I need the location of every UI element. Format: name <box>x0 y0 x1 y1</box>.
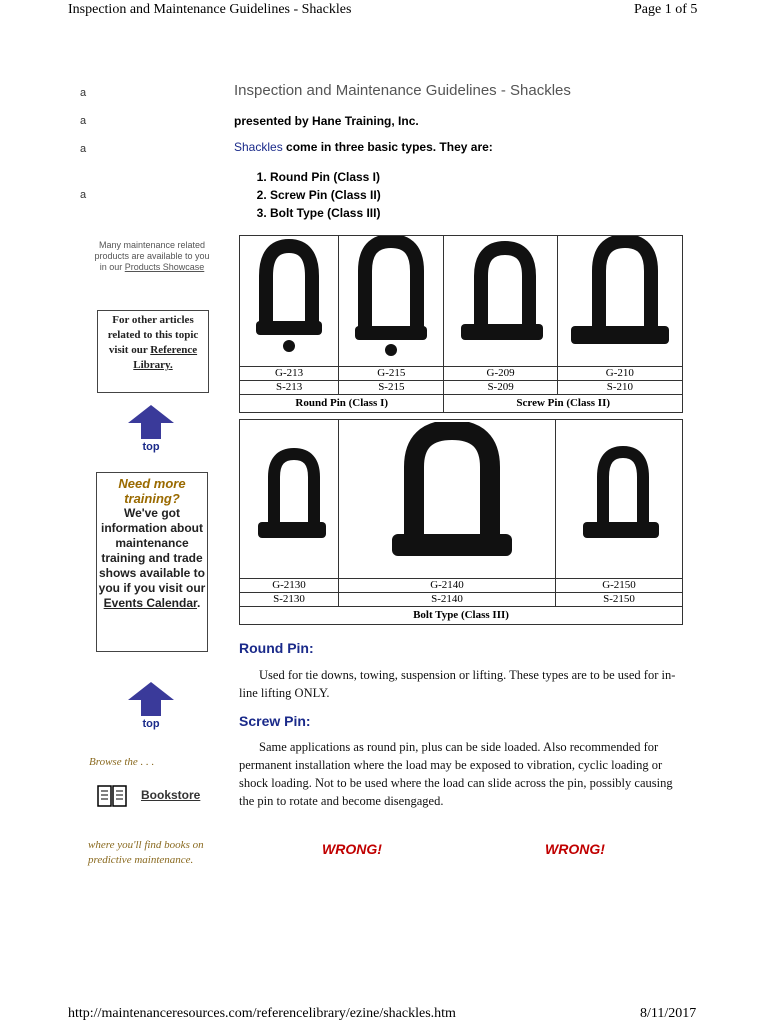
part-g-2140: G-2140 <box>339 579 556 593</box>
presented-by: presented by Hane Training, Inc. <box>234 114 419 128</box>
part-g-210: G-210 <box>557 367 682 381</box>
products-note-text: Many maintenance related products are available to you in our <box>94 240 210 272</box>
part-s-210: S-210 <box>557 381 682 395</box>
page-number: Page 1 of 5 <box>634 2 698 17</box>
shackle-table-class-3 <box>239 419 683 625</box>
book-icon[interactable] <box>96 782 128 810</box>
bullet-marker: a <box>80 189 87 201</box>
list-item: 1. Round Pin (Class I) <box>270 168 381 186</box>
shackle-image <box>559 422 679 572</box>
training-box-content <box>97 473 207 611</box>
shackle-image-cell <box>556 420 683 579</box>
shackle-image-cell <box>557 236 682 367</box>
bookstore-link[interactable]: Bookstore <box>141 788 201 802</box>
types-list <box>270 168 381 222</box>
training-heading: Need more training? <box>118 476 186 506</box>
article-title: Inspection and Maintenance Guidelines - Shackles <box>234 82 571 99</box>
reference-box <box>97 310 209 393</box>
class-label-round-pin: Round Pin (Class I) <box>240 395 444 413</box>
shackle-image <box>449 236 553 362</box>
shackle-image <box>343 236 439 362</box>
class-label-bolt-type: Bolt Type (Class III) <box>240 607 683 625</box>
shackle-image-cell <box>339 420 556 579</box>
training-body: We've got information about maintenance training and trade shows available to you if you visit our <box>98 506 206 595</box>
up-arrow-icon[interactable] <box>128 682 174 716</box>
bullet-marker: a <box>80 87 87 99</box>
products-showcase-link[interactable]: Products Showcase <box>124 262 205 272</box>
top-link[interactable]: top <box>142 718 160 730</box>
part-g-215: G-215 <box>339 367 444 381</box>
footer-date: 8/11/2017 <box>640 1006 697 1021</box>
round-pin-heading: Round Pin: <box>239 640 314 656</box>
part-s-213: S-213 <box>240 381 339 395</box>
shackle-image <box>342 422 552 572</box>
events-calendar-link[interactable]: Events Calendar <box>103 596 198 610</box>
up-arrow-icon[interactable] <box>128 405 174 439</box>
wrong-label: WRONG! <box>322 841 382 857</box>
products-note <box>90 240 214 273</box>
footer-url: http://maintenanceresources.com/referencelibrary/ezine/shackles.htm <box>68 1006 456 1021</box>
shackle-image-cell <box>240 236 339 367</box>
list-item: 2. Screw Pin (Class II) <box>270 186 381 204</box>
shackle-table-class-1-2 <box>239 235 683 413</box>
part-s-2150: S-2150 <box>556 593 683 607</box>
training-box <box>96 472 208 652</box>
shackle-image-cell <box>339 236 444 367</box>
training-dot: . <box>197 596 201 610</box>
reference-box-text <box>98 311 208 373</box>
intro-line <box>234 140 493 154</box>
part-g-2150: G-2150 <box>556 579 683 593</box>
bullet-marker: a <box>80 143 87 155</box>
page-header-title: Inspection and Maintenance Guidelines - Shackles <box>68 2 352 17</box>
screw-pin-text: Same applications as round pin, plus can be side loaded. Also recommended for permanent installation where the load may be exposed to vibration, cyclic loading or shock loading. Not to be used where the load can slide across the pin, possibly causing the pin to rotate and become disengaged. <box>239 740 673 808</box>
shackle-image <box>244 236 334 362</box>
part-g-213: G-213 <box>240 367 339 381</box>
shackle-image <box>244 422 334 572</box>
round-pin-text: Used for tie downs, towing, suspension or lifting. These types are to be used for in-line lifting ONLY. <box>239 668 676 700</box>
class-label-screw-pin: Screw Pin (Class II) <box>444 395 683 413</box>
part-g-209: G-209 <box>444 367 557 381</box>
shackles-link[interactable]: Shackles <box>234 140 283 154</box>
shackle-image-cell <box>240 420 339 579</box>
articles-text: For other articles related to this topic visit our <box>107 314 199 356</box>
shackle-image <box>561 236 679 362</box>
list-item: 3. Bolt Type (Class III) <box>270 204 381 222</box>
intro-text: come in three basic types. They are: <box>282 140 493 154</box>
part-s-2130: S-2130 <box>240 593 339 607</box>
part-s-215: S-215 <box>339 381 444 395</box>
bullet-marker: a <box>80 115 87 127</box>
screw-pin-heading: Screw Pin: <box>239 713 311 729</box>
part-g-2130: G-2130 <box>240 579 339 593</box>
find-books-text: where you'll find books on predictive maintenance. <box>88 839 204 866</box>
shackle-image-cell <box>444 236 557 367</box>
part-s-209: S-209 <box>444 381 557 395</box>
part-s-2140: S-2140 <box>339 593 556 607</box>
browse-text: Browse the . . . <box>89 756 155 768</box>
top-link[interactable]: top <box>142 441 160 453</box>
wrong-label: WRONG! <box>545 841 605 857</box>
reference-library-link[interactable]: Reference Library. <box>133 344 198 371</box>
